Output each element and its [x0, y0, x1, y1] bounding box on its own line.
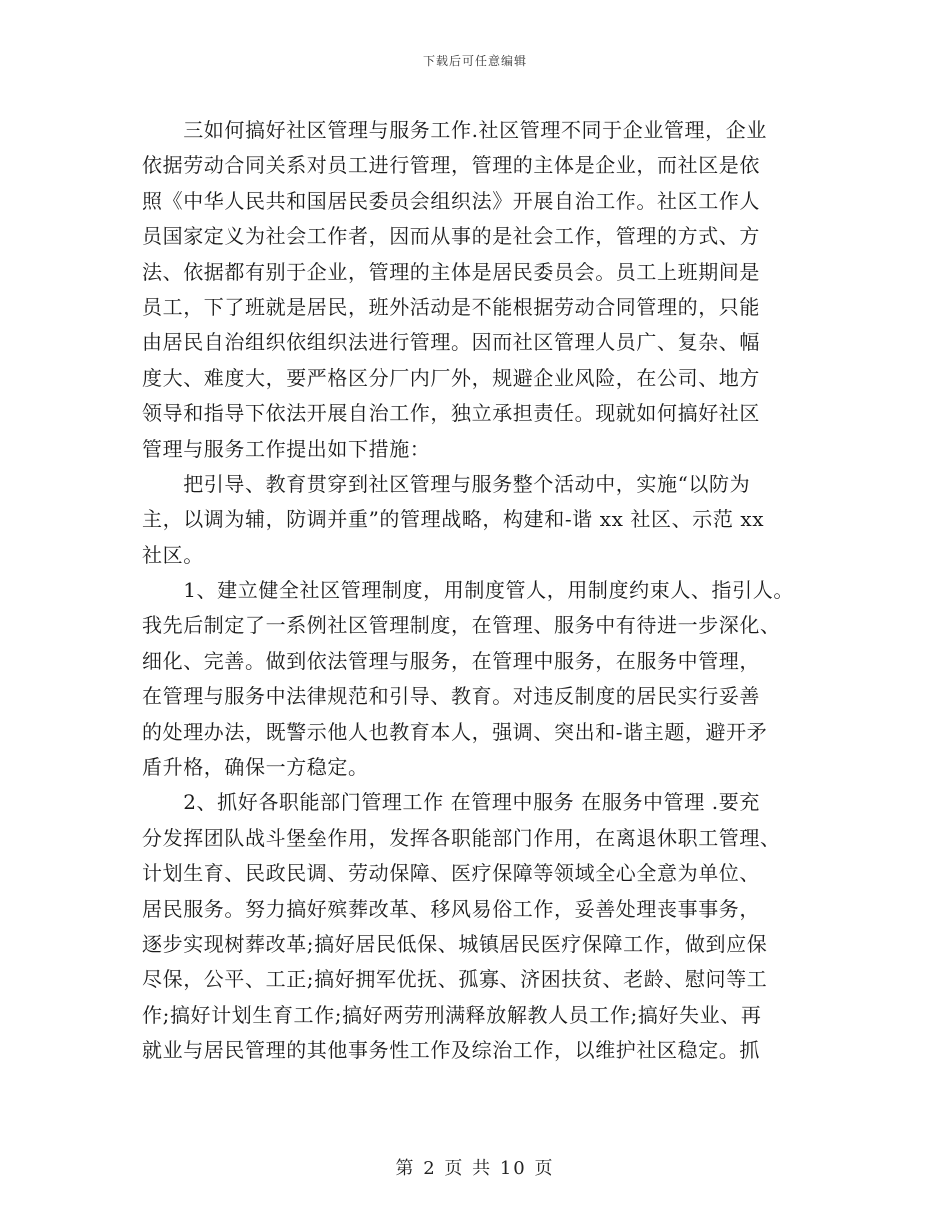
body-text-line: 就业与居民管理的其他事务性工作及综治工作，以维护社区稳定。抓: [142, 1038, 760, 1063]
body-text-line: 逐步实现树葬改革;搞好居民低保、城镇居民医疗保障工作，做到应保: [142, 931, 768, 956]
body-text-line: 1、建立健全社区管理制度，用制度管人，用制度约束人、指引人。: [142, 578, 794, 603]
page-header: 下载后可任意编辑: [422, 54, 527, 68]
body-text-line: 社区。: [142, 542, 204, 567]
body-text-line: 由居民自治组织依组织法进行管理。因而社区管理人员广、复杂、幅: [142, 330, 760, 355]
body-text-line: 尽保，公平、工正;搞好拥军优抚、孤寡、济困扶贫、老龄、慰问等工: [142, 967, 768, 992]
body-text-line: 三如何搞好社区管理与服务工作.社区管理不同于企业管理，企业: [142, 118, 767, 142]
body-text-line: 法、依据都有别于企业，管理的主体是居民委员会。员工上班期间是: [142, 259, 760, 284]
body-text-line: 居民服务。努力搞好殡葬改革、移风易俗工作，妥善处理丧事事务，: [142, 896, 760, 921]
body-text-line: 的处理办法，既警示他人也教育本人，强调、突出和-谐主题，避开矛: [142, 719, 768, 744]
body-text-line: 照《中华人民共和国居民委员会组织法》开展自治工作。社区工作人: [142, 188, 760, 213]
body-text-line: 主，以调为辅，防调并重”的管理战略，构建和-谐 xx 社区、示范 xx: [142, 507, 765, 532]
body-text-line: 分发挥团队战斗堡垒作用，发挥各职能部门作用，在离退休职工管理、: [142, 825, 781, 850]
body-text-line: 细化、完善。做到依法管理与服务，在管理中服务，在服务中管理，: [142, 648, 760, 673]
body-text-line: 2、抓好各职能部门管理工作 在管理中服务 在服务中管理 .要充: [142, 790, 760, 815]
body-text-line: 计划生育、民政民调、劳动保障、医疗保障等领域全心全意为单位、: [142, 861, 760, 886]
document-body: [142, 113, 812, 1069]
body-text-line: 盾升格，确保一方稳定。: [142, 755, 369, 780]
body-text-line: 度大、难度大，要严格区分厂内厂外，规避企业风险，在公司、地方: [142, 365, 760, 390]
body-text-line: 把引导、教育贯穿到社区管理与服务整个活动中，实施“以防为: [142, 471, 751, 496]
body-text-line: 员工，下了班就是居民，班外活动是不能根据劳动合同管理的，只能: [142, 294, 760, 319]
page-footer: 第 2 页 共 10 页: [395, 1158, 555, 1179]
body-text-line: 依据劳动合同关系对员工进行管理，管理的主体是企业，而社区是依: [142, 153, 760, 178]
body-text-line: 员国家定义为社会工作者，因而从事的是社会工作，管理的方式、方: [142, 224, 760, 249]
body-text-line: 在管理与服务中法律规范和引导、教育。对违反制度的居民实行妥善: [142, 684, 760, 709]
body-text-line: 领导和指导下依法开展自治工作，独立承担责任。现就如何搞好社区: [142, 401, 760, 426]
body-text-line: 管理与服务工作提出如下措施：: [142, 436, 431, 461]
body-text-line: 作;搞好计划生育工作;搞好两劳刑满释放解教人员工作;搞好失业、再: [142, 1002, 762, 1027]
body-text-line: 我先后制定了一系例社区管理制度，在管理、服务中有待进一步深化、: [142, 613, 781, 638]
